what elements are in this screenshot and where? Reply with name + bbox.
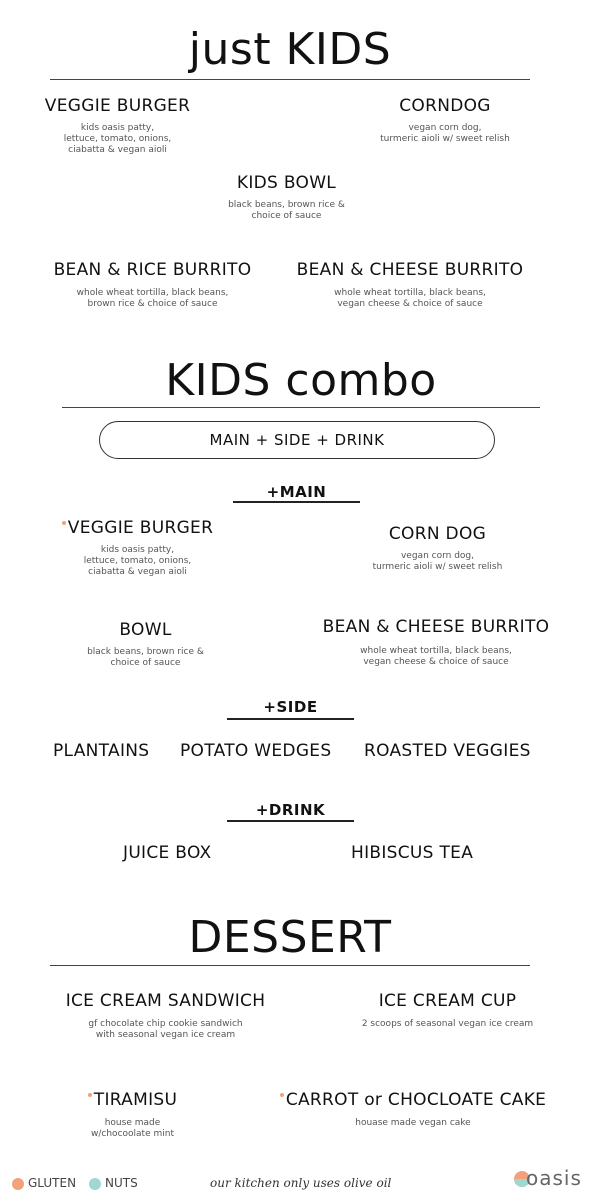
nuts-legend-icon	[89, 1178, 101, 1190]
item-desc: black beans, brown rice & choice of sauce	[87, 647, 204, 668]
combo-pill	[99, 421, 495, 459]
item-desc: whole wheat tortilla, black beans, vegan cheese & choice of sauce	[334, 288, 486, 309]
legend-gluten	[12, 1176, 76, 1190]
just-kids-divider	[50, 79, 530, 80]
item-desc: 2 scoops of seasonal vegan ice cream	[361, 1019, 534, 1029]
dessert-divider	[50, 965, 530, 966]
dessert-title: DESSERT	[188, 912, 392, 963]
item-name	[268, 1092, 558, 1109]
menu-item	[268, 1092, 558, 1129]
menu-item	[58, 993, 273, 1041]
menu-item	[75, 1092, 190, 1140]
side-heading: +SIDE	[263, 698, 318, 716]
nuts-label: NUTS	[105, 1176, 138, 1190]
item-name: BEAN & CHEESE BURRITO	[322, 617, 550, 637]
menu-item	[74, 622, 217, 669]
menu-item	[295, 262, 525, 310]
kids-combo-divider	[62, 407, 540, 408]
menu-item	[200, 175, 373, 222]
gluten-label: GLUTEN	[28, 1176, 77, 1190]
item-name: CORN DOG	[388, 524, 487, 544]
menu-item	[360, 993, 535, 1030]
menu-item	[50, 520, 225, 578]
drink-item: JUICE BOX	[123, 843, 212, 863]
item-desc: whole wheat tortilla, black beans, vegan cheese & choice of sauce	[360, 646, 512, 667]
item-desc: house made w/chocoolate mint	[91, 1118, 174, 1139]
drink-item: HIBISCUS TEA	[351, 843, 474, 863]
menu-item	[30, 98, 205, 156]
item-name: BOWL	[119, 620, 172, 640]
item-name-text: CARROT or CHOCLOATE CAKE	[285, 1090, 547, 1110]
item-desc: whole wheat tortilla, black beans, brown rice & choice of sauce	[76, 288, 229, 309]
side-heading-underline	[227, 718, 354, 720]
side-item: PLANTAINS	[53, 741, 150, 761]
olive-oil-note: our kitchen only uses olive oil	[210, 1176, 392, 1190]
side-item: POTATO WEDGES	[180, 741, 332, 761]
main-heading-underline	[233, 501, 360, 503]
combo-pill-label: MAIN + SIDE + DRINK	[209, 431, 385, 449]
menu-item	[320, 619, 552, 668]
side-item: ROASTED VEGGIES	[364, 741, 531, 761]
menu-item	[365, 526, 510, 573]
kids-combo-title: KIDS combo	[165, 355, 437, 406]
item-desc: kids oasis patty, lettuce, tomato, onions, ciabatta & vegan aioli	[83, 545, 192, 577]
item-desc: gf chocolate chip cookie sandwich with seasonal vegan ice cream	[88, 1019, 243, 1040]
item-desc: vegan corn dog, turmeric aioli w/ sweet relish	[372, 551, 503, 572]
item-name	[75, 1092, 190, 1109]
drink-heading-underline	[227, 820, 354, 822]
drink-heading: +DRINK	[255, 801, 326, 819]
main-heading: +MAIN	[266, 483, 327, 501]
item-name	[50, 520, 225, 537]
just-kids-title: just KIDS	[188, 24, 392, 75]
item-desc: houase made vegan cake	[355, 1118, 471, 1128]
item-name-text: TIRAMISU	[93, 1090, 178, 1110]
oasis-logo	[513, 1166, 593, 1190]
item-name: KIDS BOWL	[236, 173, 337, 193]
menu-item	[370, 98, 520, 145]
item-name: VEGGIE BURGER	[44, 96, 191, 116]
gluten-legend-icon	[12, 1178, 24, 1190]
item-name: ICE CREAM SANDWICH	[65, 991, 266, 1011]
item-name: BEAN & RICE BURRITO	[53, 260, 252, 280]
gluten-dot-icon	[280, 1093, 284, 1097]
item-desc: vegan corn dog, turmeric aioli w/ sweet relish	[380, 123, 510, 144]
item-desc: kids oasis patty, lettuce, tomato, onions, ciabatta & vegan aioli	[63, 123, 172, 155]
item-name: BEAN & CHEESE BURRITO	[296, 260, 524, 280]
gluten-dot-icon	[62, 521, 66, 525]
menu-item	[50, 262, 255, 310]
item-name: ICE CREAM CUP	[378, 991, 517, 1011]
item-name: CORNDOG	[399, 96, 491, 116]
gluten-dot-icon	[88, 1093, 92, 1097]
legend-nuts	[89, 1176, 138, 1190]
item-name-text: VEGGIE BURGER	[67, 518, 214, 538]
item-desc: black beans, brown rice & choice of sauce	[228, 200, 345, 221]
oasis-logo-text: oasis	[526, 1166, 582, 1190]
